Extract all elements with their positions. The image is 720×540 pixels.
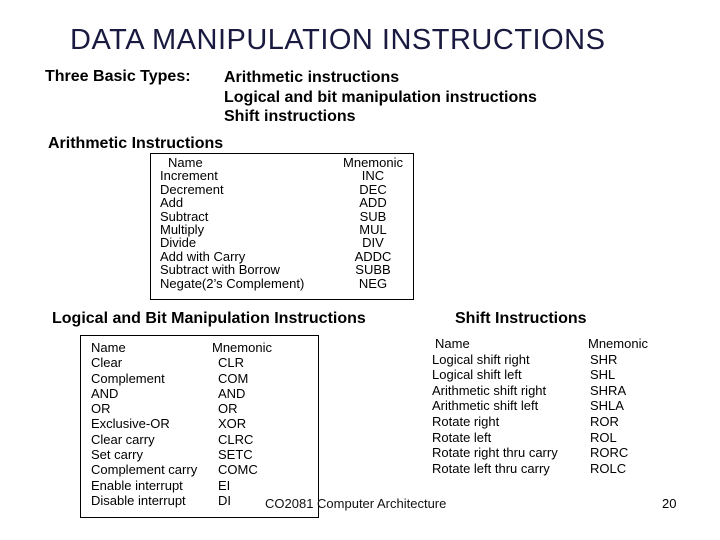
arithmetic-mnemonic-column (336, 156, 410, 290)
shift-row-name: Rotate left (432, 429, 492, 445)
arithmetic-row-name: Increment (160, 168, 218, 184)
shift-row-mnemonic: SHL (590, 367, 616, 383)
shift-row-mnemonic: ROLC (590, 460, 627, 476)
logical-mnemonic-column (212, 340, 272, 508)
arithmetic-row-mnemonic: ADDC (354, 248, 392, 264)
arithmetic-row-mnemonic: DEC (359, 181, 387, 197)
type-item: Shift instructions (224, 108, 356, 125)
arithmetic-row-name: Subtract with Borrow (160, 262, 280, 278)
shift-row-name: Logical shift left (432, 367, 522, 383)
shift-row-mnemonic: ROL (590, 429, 617, 445)
types-list (224, 68, 537, 127)
logical-mnemonic-header: Mnemonic (212, 340, 272, 355)
logical-row-name: Set carry (91, 447, 144, 463)
logical-row-mnemonic: EI (218, 477, 231, 493)
page-number: 20 (662, 496, 677, 511)
arithmetic-mnemonic-header: Mnemonic (343, 155, 403, 170)
shift-row-name: Arithmetic shift left (432, 398, 539, 414)
arithmetic-heading: Arithmetic Instructions (48, 135, 224, 152)
shift-row-mnemonic: SHLA (590, 398, 624, 414)
logical-row-name: Complement (91, 370, 165, 386)
shift-row-mnemonic: SHR (590, 351, 618, 367)
logical-row-name: Exclusive-OR (91, 416, 170, 432)
logical-row-name: OR (91, 401, 111, 417)
types-label: Three Basic Types: (45, 68, 191, 85)
logical-row-mnemonic: AND (218, 385, 246, 401)
shift-mnemonic-header: Mnemonic (588, 336, 648, 351)
shift-name-header: Name (435, 336, 470, 351)
logical-heading: Logical and Bit Manipulation Instructions (52, 310, 366, 327)
logical-row-mnemonic: COM (218, 370, 249, 386)
arithmetic-row-mnemonic: DIV (362, 235, 384, 251)
arithmetic-row-name: Add (160, 195, 184, 211)
logical-row-mnemonic: SETC (218, 447, 253, 463)
logical-row-mnemonic: OR (218, 401, 238, 417)
logical-row-mnemonic: CLR (218, 355, 245, 371)
logical-row-mnemonic: DI (218, 492, 231, 508)
arithmetic-row-name: Negate(2’s Complement) (160, 275, 305, 291)
arithmetic-row-mnemonic: INC (361, 168, 385, 184)
footer-course: CO2081 Computer Architecture (265, 496, 447, 511)
logical-row-name: Enable interrupt (91, 477, 183, 493)
logical-row-name: AND (91, 385, 119, 401)
logical-row-name: Complement carry (91, 462, 198, 478)
arithmetic-row-name: Subtract (160, 208, 209, 224)
shift-mnemonic-column (588, 336, 648, 476)
arithmetic-name-column (160, 156, 304, 290)
arithmetic-row-mnemonic: MUL (359, 221, 387, 237)
shift-row-mnemonic: RORC (590, 445, 629, 461)
slide-title: DATA MANIPULATION INSTRUCTIONS (70, 24, 606, 56)
shift-row-name: Rotate right (432, 413, 500, 429)
arithmetic-row-mnemonic: SUB (359, 208, 387, 224)
arithmetic-row-mnemonic: SUBB (355, 262, 391, 278)
logical-row-mnemonic: XOR (218, 416, 247, 432)
shift-name-column (432, 336, 558, 476)
shift-row-mnemonic: ROR (590, 413, 619, 429)
arithmetic-row-name: Decrement (160, 181, 224, 197)
arithmetic-row-name: Multiply (160, 221, 205, 237)
logical-row-name: Disable interrupt (91, 492, 186, 508)
shift-row-name: Rotate right thru carry (432, 445, 558, 461)
logical-row-name: Clear (91, 355, 123, 371)
logical-row-mnemonic: COMC (218, 462, 258, 478)
shift-heading: Shift Instructions (455, 310, 587, 327)
logical-name-column (91, 340, 197, 508)
logical-row-name: Clear carry (91, 431, 155, 447)
arithmetic-row-name: Add with Carry (160, 248, 246, 264)
arithmetic-row-mnemonic: NEG (358, 275, 388, 291)
arithmetic-row-name: Divide (160, 235, 197, 251)
arithmetic-row-mnemonic: ADD (359, 195, 387, 211)
shift-row-name: Rotate left thru carry (432, 460, 550, 476)
shift-row-name: Logical shift right (432, 351, 530, 367)
arithmetic-name-header: Name (168, 155, 203, 170)
logical-name-header: Name (91, 340, 126, 355)
shift-row-mnemonic: SHRA (590, 382, 627, 398)
logical-row-mnemonic: CLRC (218, 431, 254, 447)
type-item: Arithmetic instructions (224, 69, 400, 86)
shift-row-name: Arithmetic shift right (432, 382, 547, 398)
type-item: Logical and bit manipulation instructions (224, 88, 537, 106)
